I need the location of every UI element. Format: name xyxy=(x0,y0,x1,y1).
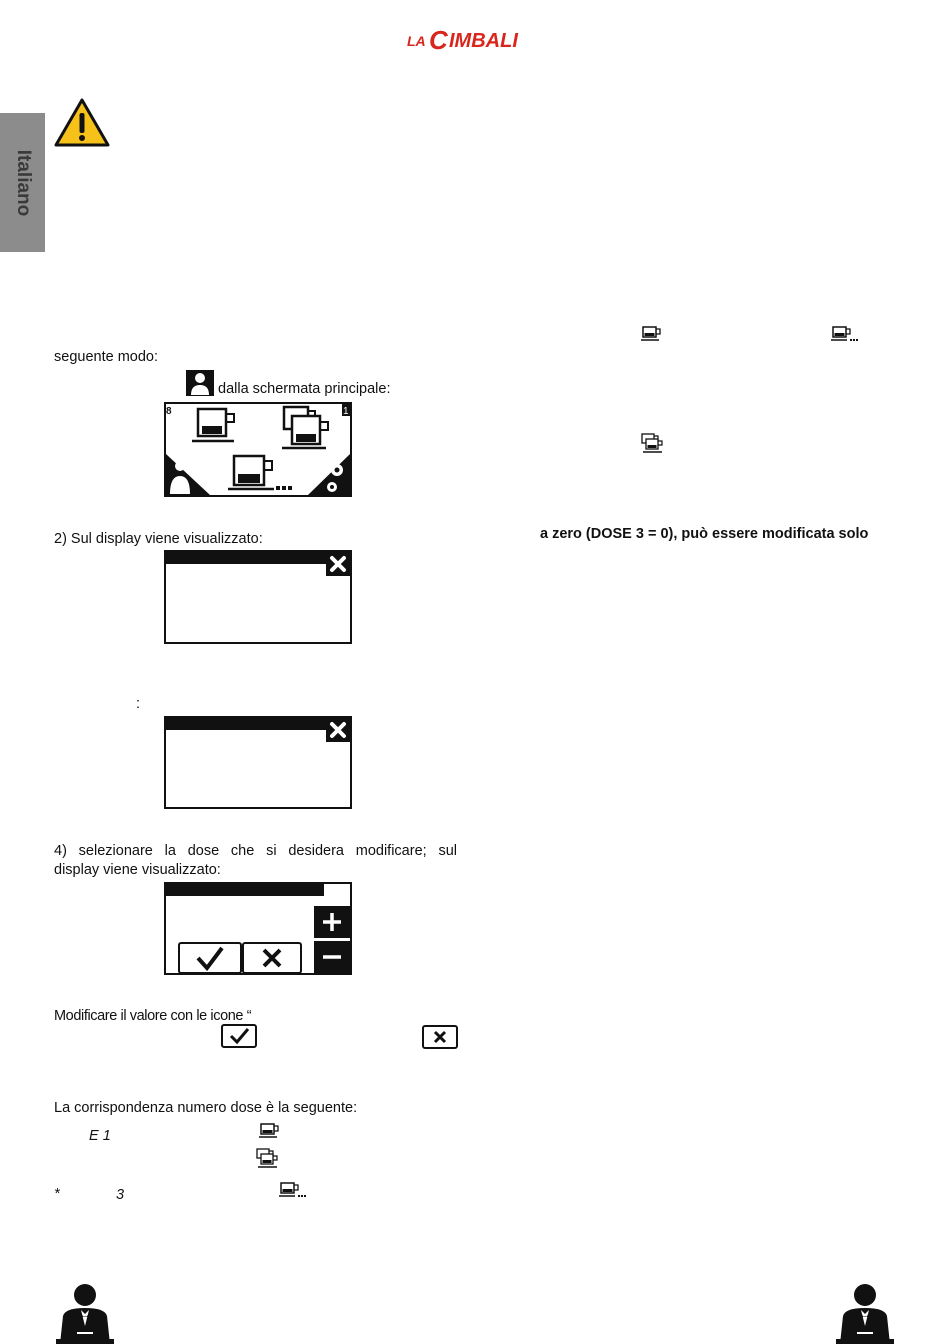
close-icon xyxy=(424,1027,456,1047)
dose-e1-label: E 1 xyxy=(89,1128,111,1144)
waiter-icon xyxy=(834,1282,896,1344)
step4-text: 4) selezionare la dose che si desidera modificare; sul xyxy=(54,843,457,859)
correspondence-text: La corrispondenza numero dose è la seguente: xyxy=(54,1100,358,1116)
plus-icon[interactable] xyxy=(314,906,350,938)
cancel-button[interactable] xyxy=(242,942,302,974)
close-icon[interactable] xyxy=(326,718,350,742)
modify-text: Modificare il valore con le icone “ xyxy=(54,1008,252,1024)
lacimbali-logo xyxy=(405,22,545,54)
svg-text:1: 1 xyxy=(343,406,349,417)
step3-colon: : xyxy=(136,696,141,712)
main-screen-graphics xyxy=(166,404,350,495)
step2-text: 2) Sul display viene visualizzato: xyxy=(54,531,263,547)
single-cup-icon xyxy=(640,325,664,343)
dose-edit-display xyxy=(164,882,352,975)
minus-icon[interactable] xyxy=(314,941,350,973)
seguente-modo-text: seguente modo: xyxy=(54,349,158,365)
language-tab-label: Italiano xyxy=(12,149,34,216)
dose-3-label: 3 xyxy=(116,1187,125,1203)
confirm-button[interactable] xyxy=(178,942,242,974)
display-screen-3 xyxy=(164,716,352,809)
barista-icon xyxy=(186,370,214,396)
display-title-bar xyxy=(166,552,326,564)
language-tab xyxy=(0,113,45,252)
svg-text:C: C xyxy=(429,25,448,54)
check-icon xyxy=(223,1026,255,1046)
double-cup-icon xyxy=(255,1148,281,1170)
waiter-icon xyxy=(54,1282,116,1344)
single-cup-icon xyxy=(258,1122,282,1140)
dose3-note: a zero (DOSE 3 = 0), può essere modificata solo xyxy=(540,526,869,542)
main-screen-display xyxy=(164,402,352,497)
step1-text: dalla schermata principale: xyxy=(218,381,391,397)
close-icon xyxy=(244,944,300,972)
continuous-cup-icon xyxy=(278,1181,308,1199)
step4-text-2: display viene visualizzato: xyxy=(54,862,221,878)
dose-star: * xyxy=(54,1186,60,1202)
svg-text:LA: LA xyxy=(407,33,426,49)
cancel-icon-inline xyxy=(422,1025,458,1049)
svg-text:IMBALI: IMBALI xyxy=(449,30,518,52)
double-cup-icon xyxy=(640,433,666,455)
close-icon[interactable] xyxy=(326,552,350,576)
check-icon xyxy=(180,944,240,972)
continuous-cup-icon xyxy=(830,325,860,343)
warning-triangle-icon xyxy=(54,98,110,148)
display-title-bar xyxy=(166,718,326,730)
display-screen-2 xyxy=(164,550,352,644)
confirm-icon-inline xyxy=(221,1024,257,1048)
svg-text:8: 8 xyxy=(166,406,172,417)
display-title-bar xyxy=(166,884,324,896)
